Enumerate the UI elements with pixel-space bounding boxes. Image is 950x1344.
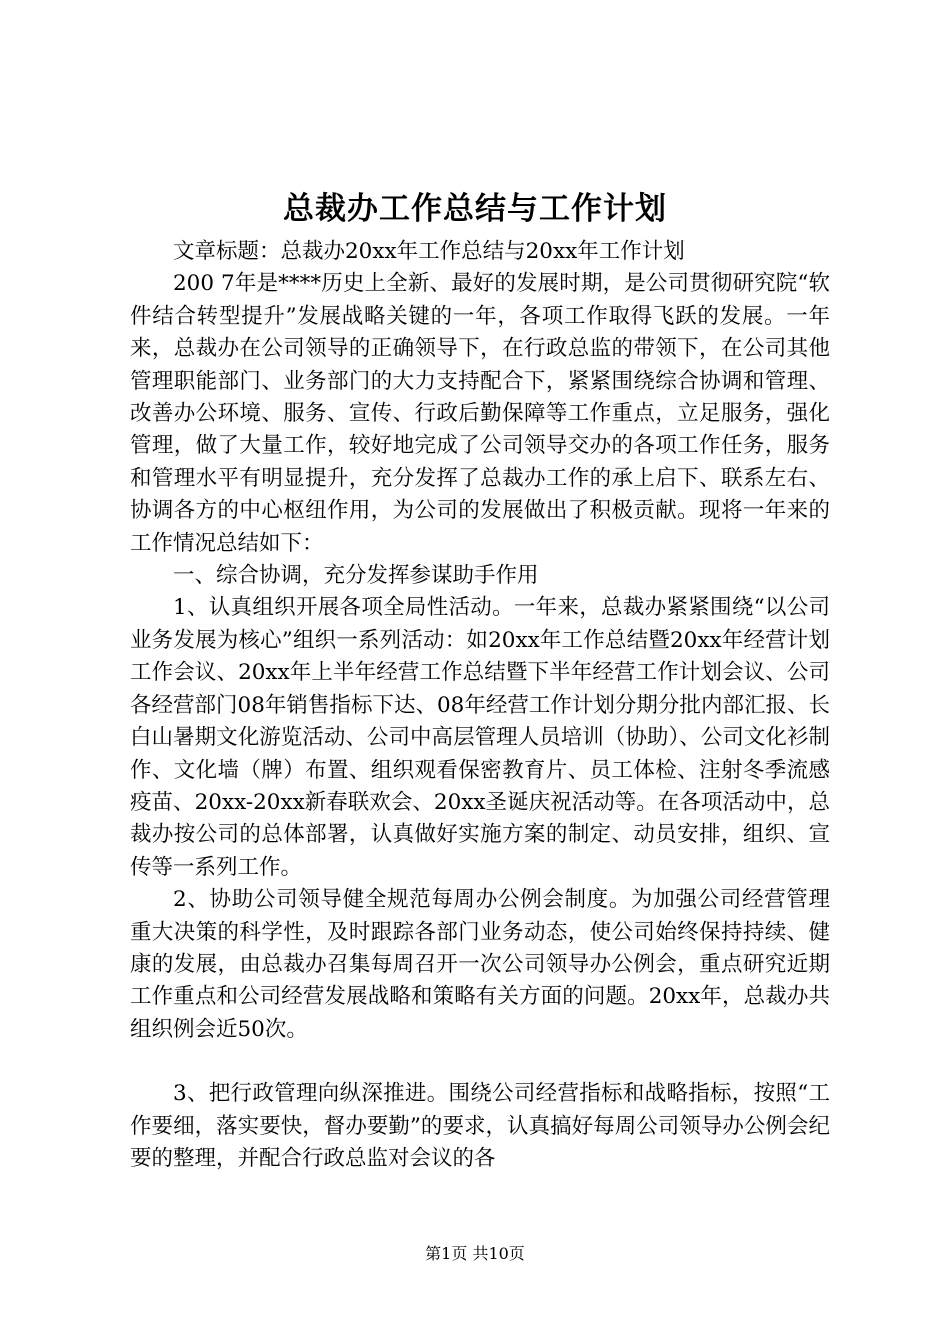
page-footer: 第1页 共10页 xyxy=(425,1244,525,1263)
paragraph-item-2: 2、协助公司领导健全规范每周办公例会制度。为加强公司经营管理重大决策的科学性，及时跟踪各部门业务动态，使公司始终保持持续、健康的发展，由总裁办召集每周召开一次公司领导办公例会，重点研究近期工作重点和公司经营发展战略和策略有关方面的问题。20xx年，总裁办共组织例会近50次。 xyxy=(130,887,830,1042)
paragraph-item-3: 3、把行政管理向纵深推进。围绕公司经营指标和战略指标，按照“工作要细，落实要快，督办要勤”的要求，认真搞好每周公司领导办公例会纪要的整理，并配合行政总监对会议的各 xyxy=(130,1081,830,1171)
document-title: 总裁办工作总结与工作计划 xyxy=(283,191,667,227)
section-heading-1: 一、综合协调，充分发挥参谋助手作用 xyxy=(173,563,539,589)
paragraph-intro: 200 7年是****历史上全新、最好的发展时期，是公司贯彻研究院“软件结合转型提升”发展战略关键的一年，各项工作取得飞跃的发展。一年来，总裁办在公司领导的正确领导下，在行政总监的带领下，在公司其他管理职能部门、业务部门的大力支持配合下，紧紧围绕综合协调和管理、改善办公环境、服务、宣传、行政后勤保障等工作重点，立足服务，强化管理，做了大量工作，较好地完成了公司领导交办的各项工作任务，服务和管理水平有明显提升，充分发挥了总裁办工作的承上启下、联系左右、协调各方的中心枢纽作用，为公司的发展做出了积极贡献。现将一年来的工作情况总结如下： xyxy=(130,271,830,556)
paragraph-article-heading: 文章标题：总裁办20xx年工作总结与20xx年工作计划 xyxy=(173,239,685,264)
paragraph-item-1: 1、认真组织开展各项全局性活动。一年来，总裁办紧紧围绕“以公司业务发展为核心”组织一系列活动：如20xx年工作总结暨20xx年经营计划工作会议、20xx年上半年经营工作总结暨下半年经营工作计划会议、公司各经营部门08年销售指标下达、08年经营工作计划分期分批内部汇报、长白山暑期文化游览活动、公司中高层管理人员培训（协助）、公司文化衫制作、文化墙（牌）布置、组织观看保密教育片、员工体检、注射冬季流感疫苗、20xx-20xx新春联欢会、20xx圣诞庆祝活动等。在各项活动中，总裁办按公司的总体部署，认真做好实施方案的制定、动员安排，组织、宣传等一系列工作。 xyxy=(130,595,830,880)
document-body xyxy=(130,236,830,1175)
